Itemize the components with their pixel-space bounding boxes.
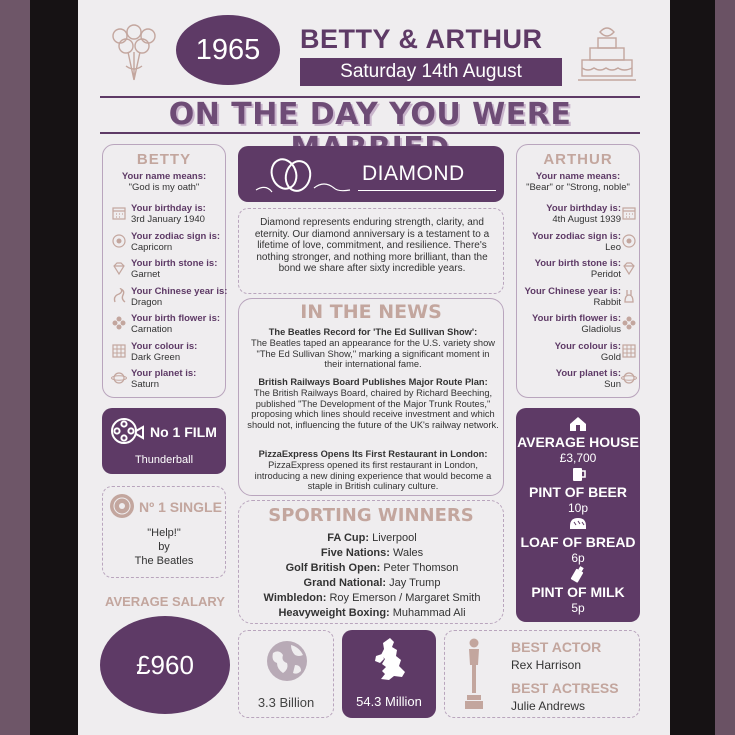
cost-value: 6p bbox=[571, 551, 585, 565]
fact-key: Your zodiac sign is: bbox=[131, 230, 221, 242]
uk-population: 54.3 Million bbox=[356, 694, 422, 709]
planet-icon bbox=[621, 370, 637, 386]
flower-icon bbox=[111, 315, 127, 331]
fact-item bbox=[521, 341, 621, 363]
sport-value: Roy Emerson / Margaret Smith bbox=[329, 592, 481, 604]
sport-label: Heavyweight Boxing: bbox=[278, 607, 393, 619]
fact-key: Your zodiac sign is: bbox=[531, 230, 621, 242]
anniversary-description: Diamond represents enduring strength, clarity, and eternity. Our diamond anniversary is a testament to a lifetime of love, commitment, and resilience. There's nothing stronger, and nothing more brilliant, than the bond we share after sixty incredible years. bbox=[254, 217, 490, 274]
fact-item bbox=[131, 313, 231, 335]
costs-panel bbox=[516, 408, 640, 622]
news-item: The Beatles Record for 'The Ed Sullivan Show': The Beatles taped an appearance for the U.S. variety show "The Ed Sullivan Show," marking a significant moment in their international fame. bbox=[251, 327, 495, 370]
world-population: 3.3 Billion bbox=[257, 695, 315, 710]
fact-item bbox=[131, 286, 231, 308]
fact-value: Rabbit bbox=[593, 296, 621, 308]
flower-icon bbox=[621, 315, 637, 331]
gem-icon bbox=[111, 260, 127, 276]
news-heading: IN THE NEWS bbox=[300, 301, 442, 323]
vinyl-record-icon bbox=[109, 493, 135, 519]
page-title: ON THE DAY YOU WERE bbox=[168, 97, 572, 132]
betty-name-meaning: Your name means: "God is my oath" bbox=[121, 171, 207, 193]
sport-winner bbox=[242, 561, 502, 576]
palette-icon bbox=[621, 343, 637, 359]
poster bbox=[78, 0, 670, 735]
world-population-box bbox=[238, 630, 334, 718]
milk-icon bbox=[568, 564, 588, 584]
sport-winner bbox=[242, 531, 502, 546]
fact-value: Leo bbox=[605, 241, 621, 253]
sport-value: Muhammad Ali bbox=[392, 607, 466, 619]
fact-value: Sun bbox=[604, 379, 621, 390]
sport-value: Jay Trump bbox=[389, 577, 441, 589]
dragon-icon bbox=[111, 288, 127, 304]
single-panel bbox=[102, 486, 226, 578]
fact-item bbox=[131, 341, 231, 363]
film-label: No 1 FILM bbox=[150, 424, 217, 440]
fact-value: Gladiolus bbox=[581, 324, 621, 335]
uk-map-icon bbox=[372, 636, 408, 686]
palette-icon bbox=[111, 343, 127, 359]
fact-value: 3rd January 1940 bbox=[131, 214, 205, 225]
single-by: by bbox=[158, 541, 170, 553]
rabbit-icon bbox=[621, 288, 637, 304]
rings-icon bbox=[254, 152, 354, 198]
bread-icon bbox=[568, 514, 588, 534]
house-icon bbox=[568, 414, 588, 434]
wall-right bbox=[715, 0, 735, 735]
anniversary-label: DIAMOND bbox=[362, 162, 465, 185]
sport-label: Golf British Open: bbox=[285, 562, 384, 574]
cost-value: 5p bbox=[571, 601, 585, 615]
oscar-statue-icon bbox=[463, 637, 485, 711]
fact-item bbox=[521, 203, 621, 225]
fact-value: Saturn bbox=[131, 379, 159, 390]
fact-item bbox=[521, 231, 621, 253]
fact-item bbox=[131, 203, 231, 225]
sport-panel bbox=[238, 500, 504, 624]
salary-value: £960 bbox=[136, 649, 194, 680]
fact-key: Your birth flower is: bbox=[131, 313, 221, 324]
couple-names: BETTY & ARTHUR bbox=[300, 24, 543, 54]
fact-key: Your birthday is: bbox=[131, 203, 206, 214]
best-actress-label: BEST ACTRESS bbox=[511, 680, 619, 696]
year-badge: 1965 bbox=[176, 15, 280, 85]
fact-value: Garnet bbox=[131, 269, 161, 280]
sport-label: Wimbledon: bbox=[263, 592, 330, 604]
calendar-icon bbox=[621, 205, 637, 221]
news-panel bbox=[238, 298, 504, 496]
calendar-icon bbox=[111, 205, 127, 221]
betty-heading: BETTY bbox=[136, 151, 192, 168]
fact-key: Your planet is: bbox=[555, 368, 621, 379]
news-item: PizzaExpress Opens Its First Restaurant in London: PizzaExpress opened its first restaurant in London, introducing a new dining experience that would become a staple in British culinary culture. bbox=[254, 449, 492, 492]
zodiac-icon bbox=[111, 233, 127, 249]
anniversary-banner bbox=[238, 146, 504, 202]
best-actor-label: BEST ACTOR bbox=[511, 639, 602, 655]
fact-key: Your Chinese year is: bbox=[131, 285, 228, 297]
salary-oval bbox=[100, 616, 230, 714]
fact-key: Your birth stone is: bbox=[131, 258, 218, 269]
awards-panel bbox=[444, 630, 640, 718]
arthur-panel bbox=[516, 144, 640, 398]
fact-key: Your birth stone is: bbox=[534, 258, 621, 269]
gem-icon bbox=[621, 260, 637, 276]
film-title: Thunderball bbox=[134, 454, 194, 466]
sport-label: Grand National: bbox=[303, 577, 390, 589]
zodiac-icon bbox=[621, 233, 637, 249]
sport-value: Peter Thomson bbox=[383, 562, 459, 574]
fact-key: Your colour is: bbox=[131, 340, 198, 352]
cost-label: PINT OF MILK bbox=[531, 584, 625, 600]
title-banner bbox=[100, 96, 640, 134]
uk-population-box bbox=[342, 630, 436, 718]
fact-value: Peridot bbox=[590, 269, 621, 280]
best-actress: Julie Andrews bbox=[511, 699, 586, 713]
fact-item bbox=[521, 313, 621, 335]
salary-label: AVERAGE SALARY bbox=[105, 594, 225, 609]
bouquet-icon bbox=[106, 22, 162, 84]
single-song: "Help!" bbox=[147, 527, 181, 539]
wedding-date: Saturday 14th August bbox=[300, 58, 562, 86]
beer-icon bbox=[568, 464, 588, 484]
sport-heading: SPORTING WINNERS bbox=[268, 505, 474, 526]
sport-label: FA Cup: bbox=[327, 532, 373, 544]
sport-winner bbox=[242, 591, 502, 606]
wall bbox=[0, 0, 30, 735]
best-actor: Rex Harrison bbox=[511, 658, 582, 672]
film-panel bbox=[102, 408, 226, 474]
globe-icon bbox=[265, 639, 309, 683]
fact-item bbox=[131, 368, 231, 390]
fact-item bbox=[521, 286, 621, 308]
fact-key: Your colour is: bbox=[554, 340, 621, 352]
cost-label: AVERAGE HOUSE bbox=[517, 434, 639, 450]
arthur-name-meaning: Your name means: "Bear" or "Strong, noble" bbox=[526, 171, 630, 193]
cost-value: £3,700 bbox=[559, 451, 597, 465]
fact-item bbox=[521, 258, 621, 280]
sport-winner bbox=[242, 576, 502, 591]
sport-winner bbox=[242, 606, 502, 621]
news-item: British Railways Board Publishes Major Route Plan: The British Railways Board, chaired by Richard Beeching, published "The Development of the Major Trunk Routes," proposing which lines should receive investment and which should not, influencing the future of the UK's railway network. bbox=[247, 377, 499, 431]
fact-value: Dragon bbox=[131, 296, 163, 308]
sport-label: Five Nations: bbox=[320, 547, 393, 559]
fact-value: Carnation bbox=[131, 324, 173, 335]
fact-key: Your birth flower is: bbox=[531, 313, 621, 324]
fact-item bbox=[131, 231, 231, 253]
sport-winner bbox=[242, 546, 502, 561]
film-reel-icon bbox=[110, 416, 144, 446]
betty-panel bbox=[102, 144, 226, 398]
single-artist: The Beatles bbox=[134, 555, 194, 567]
planet-icon bbox=[111, 370, 127, 386]
cost-label: PINT OF BEER bbox=[528, 484, 627, 500]
fact-key: Your planet is: bbox=[131, 368, 197, 379]
cost-value: 10p bbox=[567, 501, 589, 515]
cost-label: LOAF OF BREAD bbox=[520, 534, 636, 550]
fact-value: 4th August 1939 bbox=[552, 214, 621, 225]
fact-key: Your birthday is: bbox=[546, 203, 621, 214]
fact-item bbox=[521, 368, 621, 390]
banner-underline bbox=[358, 190, 496, 191]
anniversary-description-box bbox=[238, 208, 504, 294]
fact-key: Your Chinese year is: bbox=[524, 285, 621, 297]
fact-value: Gold bbox=[600, 351, 621, 363]
cake-icon bbox=[578, 24, 636, 86]
sport-value: Liverpool bbox=[372, 532, 417, 544]
fact-value: Capricorn bbox=[131, 241, 173, 253]
single-label: Nº 1 SINGLE bbox=[139, 499, 222, 515]
fact-value: Dark Green bbox=[131, 351, 181, 363]
arthur-heading: ARTHUR bbox=[543, 151, 613, 168]
sport-value: Wales bbox=[392, 547, 424, 559]
fact-item bbox=[131, 258, 231, 280]
